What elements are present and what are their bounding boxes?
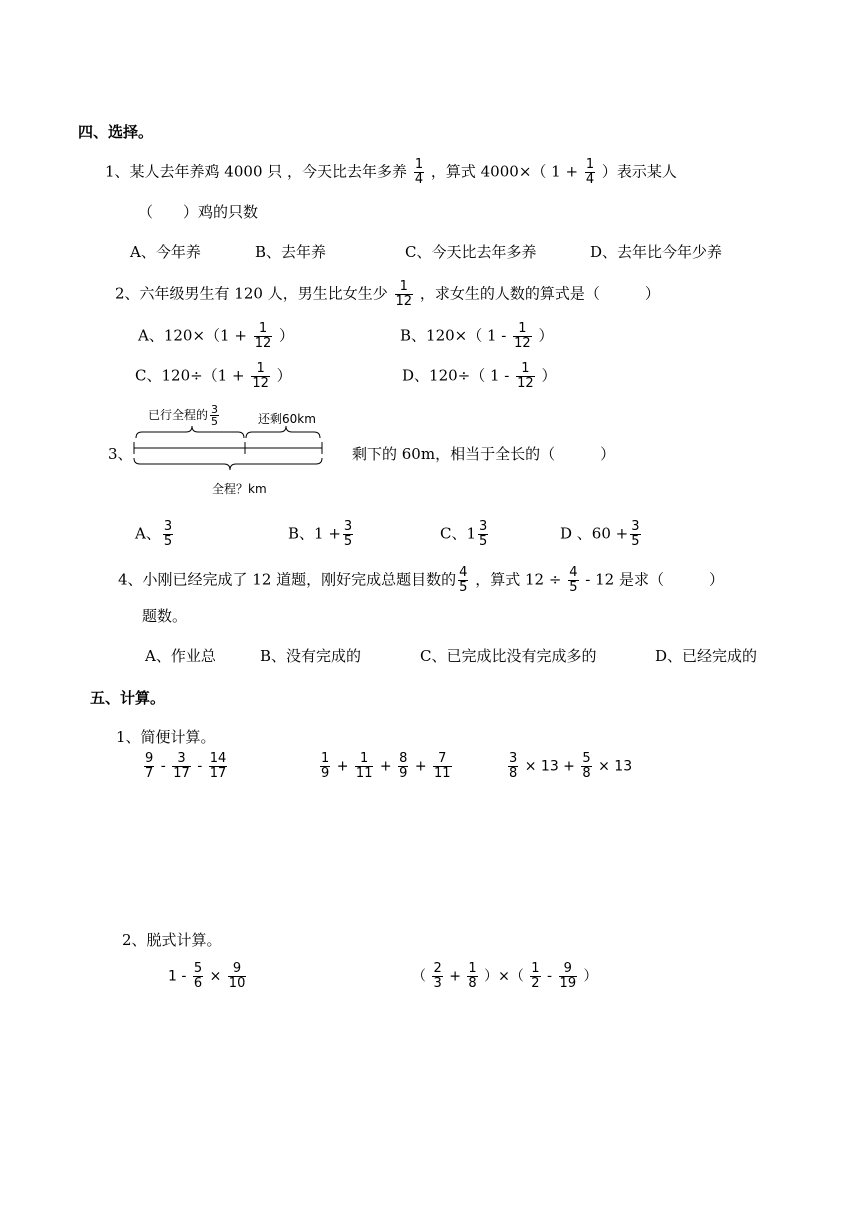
q4-text-part1: 4、小刚已经完成了 12 道题，刚好完成总题目数的 [118, 570, 457, 589]
e1-fraction-1: $\frac{9}{7}$ [145, 751, 154, 781]
q3-number: 3、 [108, 445, 133, 463]
q1-text-part1: 1、某人去年养鸡 4000 只 ，今天比去年多养 [105, 162, 408, 181]
expression-3: $\frac{3}{8}$ × 13 + $\frac{5}{8}$ × 13 [509, 751, 633, 781]
q3-option-a-fraction: $\frac{3}{5}$ [163, 519, 173, 549]
q3-option-c-fraction: $\frac{3}{5}$ [479, 519, 488, 549]
q3-line-diagram [130, 404, 330, 499]
q1-option-a: A、今年养 [130, 243, 201, 261]
q4-option-b: B、没有完成的 [260, 647, 362, 665]
q4-fraction-2: $\frac{4}{5}$ [569, 565, 578, 595]
q3-option-d: D 、60 + $\frac{3}{5}$ [560, 519, 640, 549]
e1-fraction-3: $\frac{14}{17}$ [209, 751, 227, 781]
q2-option-b: B、120×（ 1 - $\frac{1}{12}$ ） [400, 321, 554, 351]
e5-fraction-1: $\frac{2}{3}$ [433, 961, 442, 991]
q4-option-d: D、已经完成的 [655, 647, 758, 665]
q3-text: 剩下的 60m，相当于全长的（ ） [352, 445, 616, 463]
q2-text-2: ，求女生的人数的算式是（ ） [419, 284, 660, 303]
q2-option-a: A、120×（1 + $\frac{1}{12}$ ） [138, 321, 295, 351]
e4-fraction-2: $\frac{9}{10}$ [228, 961, 246, 991]
q1-option-b: B、去年养 [255, 243, 327, 261]
q2-option-b-fraction: $\frac{1}{12}$ [514, 321, 531, 351]
q4-line1 [118, 566, 724, 595]
q1-option-c: C、今天比去年多养 [405, 243, 537, 261]
q3-option-a: A、 $\frac{3}{5}$ [135, 519, 173, 549]
q1-fraction-2: $\frac{1}{4}$ [585, 157, 595, 187]
expression-1: $\frac{9}{7}$ - $\frac{3}{17}$ - $\frac{14}{17}$ [145, 751, 227, 781]
q1-line2: （ ）鸡的只数 [138, 203, 259, 221]
e2-fraction-1: $\frac{1}{9}$ [321, 751, 330, 781]
e3-fraction-1: $\frac{3}{8}$ [509, 751, 518, 781]
q2-option-a-fraction: $\frac{1}{12}$ [254, 321, 272, 351]
q3-option-b: B、1 + $\frac{3}{5}$ [288, 519, 353, 549]
section-5-title: 五、计算。 [90, 689, 166, 707]
q2-fraction: $\frac{1}{12}$ [395, 279, 413, 309]
q3-option-b-fraction: $\frac{3}{5}$ [343, 519, 353, 549]
e1-fraction-2: $\frac{3}{17}$ [173, 751, 190, 781]
e2-fraction-3: $\frac{8}{9}$ [399, 751, 408, 781]
e3-fraction-2: $\frac{5}{8}$ [582, 751, 591, 781]
e2-fraction-2: $\frac{1}{11}$ [355, 751, 373, 781]
q2-text: 2、六年级男生有 120 人，男生比女生少 [115, 284, 388, 303]
q1-fraction-1: $\frac{1}{4}$ [414, 157, 424, 187]
diagram-top-left-label: 已行全程的 $\frac{3}{5}$ [148, 403, 219, 428]
diagram-top-right-label: 还剩60km [258, 412, 316, 426]
e4-fraction-1: $\frac{5}{6}$ [193, 961, 203, 991]
diagram-fraction: $\frac{3}{5}$ [211, 403, 219, 428]
q3-option-c: C、1 $\frac{3}{5}$ [440, 519, 488, 549]
q2-option-c: C、120÷（1 + $\frac{1}{12}$ ） [135, 361, 292, 391]
q2-option-d: D、120÷（ 1 - $\frac{1}{12}$ ） [402, 361, 557, 391]
q4-line2: 题数。 [142, 607, 188, 625]
expression-4: 1 - $\frac{5}{6}$ × $\frac{9}{10}$ [168, 961, 246, 991]
q1-text-part2: ，算式 4000×（ 1 + [430, 162, 579, 181]
q4-option-c: C、已完成比没有完成多的 [420, 647, 597, 665]
q4-fraction-1: $\frac{4}{5}$ [459, 565, 468, 595]
q2-option-c-fraction: $\frac{1}{12}$ [252, 361, 269, 391]
q2-line1 [115, 280, 660, 309]
section-5-sub1: 1、简便计算。 [116, 728, 216, 746]
q1-option-d: D、去年比今年少养 [590, 243, 723, 261]
e5-fraction-2: $\frac{1}{8}$ [468, 961, 477, 991]
expression-5: （ $\frac{2}{3}$ + $\frac{1}{8}$ ）×（ $\frac{1}{2}$ - $\frac{9}{19}$ ） [412, 961, 598, 991]
diagram-bottom-label: 全程？km [212, 482, 267, 496]
expression-2: $\frac{1}{9}$ + $\frac{1}{11}$ + $\frac{8}{9}$ + $\frac{7}{11}$ [321, 751, 451, 781]
q4-text-part3: - 12 是求（ ） [585, 570, 724, 589]
q1-text-part3: ）表示某人 [601, 162, 677, 181]
e2-fraction-4: $\frac{7}{11}$ [434, 751, 451, 781]
q2-option-d-fraction: $\frac{1}{12}$ [517, 361, 534, 391]
section-4-title: 四、选择。 [78, 123, 154, 141]
q3-option-d-fraction: $\frac{3}{5}$ [631, 519, 640, 549]
section-5-sub2: 2、脱式计算。 [122, 931, 222, 949]
q4-text-part2: ，算式 12 ÷ [475, 570, 562, 589]
e5-fraction-3: $\frac{1}{2}$ [531, 961, 540, 991]
e5-fraction-4: $\frac{9}{19}$ [559, 961, 577, 991]
q1-line1 [105, 158, 677, 187]
q4-option-a: A、作业总 [145, 647, 216, 665]
